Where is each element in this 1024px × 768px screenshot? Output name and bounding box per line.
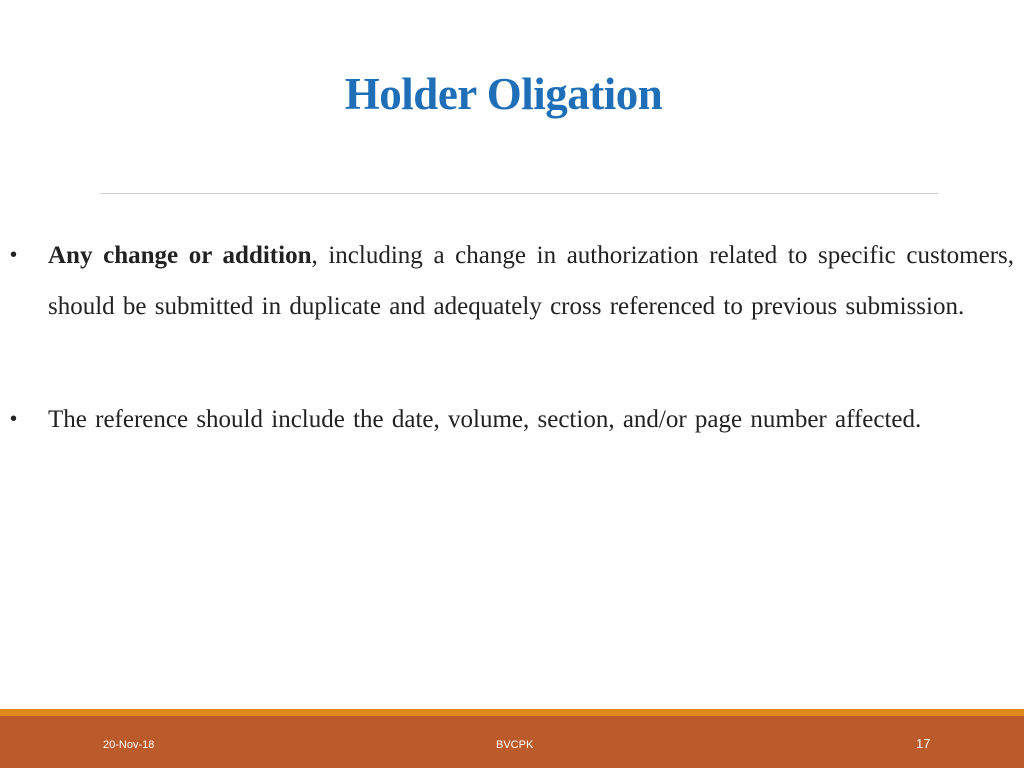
bullet-icon: • [10,408,18,430]
bullet-icon: • [10,244,18,266]
page-number: 17 [916,736,931,751]
footer-date: 20-Nov-18 [103,739,155,751]
bullet-text-1 [48,230,1014,332]
footer-center-text: BVCPK [496,739,534,751]
bullet-bold-text: Any change or addition [48,242,312,269]
bullet-body-text: The reference should include the date, volume, section, and/or page number affected. [48,406,922,433]
bullet-text-2 [48,394,1014,445]
footer-stripe [0,709,1024,716]
bullet-body-text: , including a change in authorization related to specific customers, should be submitted in duplicate and adequately cross referenced to previous submission. [48,242,1014,320]
title-divider [100,193,938,194]
slide-title: Holder Oligation [344,69,663,119]
